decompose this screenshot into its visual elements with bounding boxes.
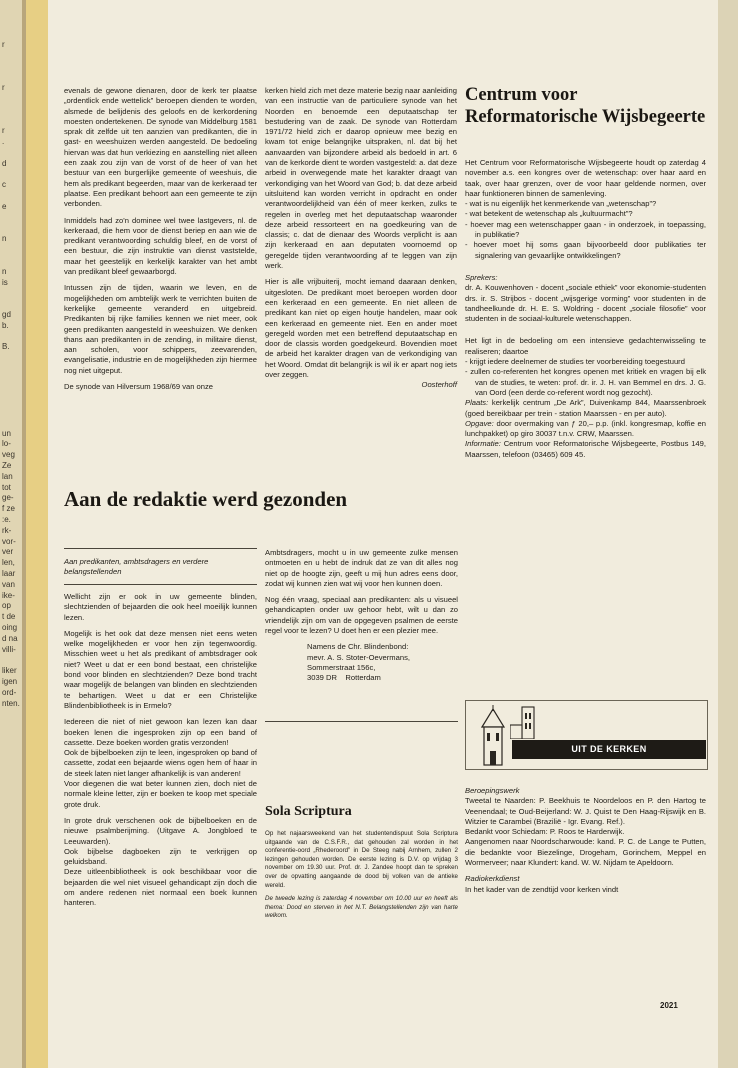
church-icon (478, 705, 508, 769)
label: Opgave: (465, 418, 494, 428)
paragraph: kerken hield zich met deze materie bezig naar aanleiding van een instructie van de particuliere synode van het Noorden en benoemde een deputaatschap ter bestudering van de zaak. De synode van Rotterdam 1971/72 hield zich er daarop opnieuw mee bezig en kwam tot enige belangrijke uitspraken, nl. dat bij het aanvaarden van bijzondere arbeid als bedoeld in art. 6 van de kerkorde dient te worden vastgesteld: a. dat deze arbeid in overwegende mate het karakter draagt van verkondiging van het Woord van God; b. dat deze arbeid uitsluitend kan worden verricht in opdracht en onder verantwoordelijkheid van één of meer kerken, zulks te regelen in overleg met het deputaatschap waaronder deze arbeid ressorteert en na goedkeuring van de classis; c. dat de dienaar des Woords verplicht is aan zijn kerkeraad en aan deputaten voornoemd op geregelde tijden verantwoording af te leggen van zijn werk. (265, 86, 457, 271)
paragraph: Het ligt in de bedoeling om een intensieve gedachtenwisseling te realiseren; daartoe (465, 336, 706, 356)
letter-salutation: Aan predikanten, ambtsdragers en verdere belangstellenden (64, 557, 209, 577)
section-label: Radiokerkdienst (465, 874, 520, 884)
paragraph: Hier is alle vrijbuiterij, mocht iemand daaraan denken, uitgesloten. De predikant moet beroepen worden door een kerkeraad en een gemeente. En niet alleen de predikant kan niet op eigen houtje handelen, maar ook een kerkeraad en gemeente niet. Een en ander moet geregeld worden met een betreffend deputaatschap en door de classis worden goedgekeurd. Bovendien moet de arbeid het karakter dragen van de verkondiging van het Woord. Omdat dit belangrijk is wil ik er apart nog iets over zeggen. (265, 277, 457, 380)
paragraph: Iedereen die niet of niet gewoon kan lezen kan daar boeken lenen die ingesproken zijn op een band of cassette. Deze boeken worden gratis verzonden! (64, 717, 257, 747)
address-line: Namens de Chr. Blindenbond: (307, 642, 409, 652)
centrum-headline: Centrum voor Reformatorische Wijsbegeerte (465, 85, 706, 127)
paragraph: Bedankt voor Schiedam: P. Roos te Harderwijk. (465, 827, 625, 837)
address-line: Sommerstraat 156c, (307, 662, 376, 672)
list-item: - wat betekent de wetenschap als „kultuurmacht”? (465, 209, 706, 219)
label: Informatie: (465, 439, 501, 449)
uit-de-kerken-band: UIT DE KERKEN (512, 740, 706, 759)
letter-headline: Aan de redaktie werd gezonden (64, 487, 348, 511)
divider (265, 721, 458, 722)
paragraph: Mogelijk is het ook dat deze mensen niet eens weten welke mogelijkheden er voor hen zijn tegenwoordig. Misschien weet u het als predikant of ambtsdrager ook niet? Weet u dat er een bond bestaat, een christelijke bond voor blinden en slechtzienden? Deze bond tracht waar mogelijk de belangen van blinden en slechtzienden te behartigen. Weet u dat er een Christelijke Blindenbibliotheek is in Ermelo? (64, 628, 257, 710)
paragraph: Inmiddels had zo'n dominee wel twee lastgevers, nl. de kerkeraad, die hem voor de dienst beriep en aan wie de predikant verantwoording schuldig bleef, en de vorst of een bestuur, die zijn instruktie van dienst vaststelde, maar het geestelijk en kerkelijk karakter van het ambt van predikant bleef gewaarborgd. (64, 215, 257, 277)
top-article-col2 (265, 86, 457, 391)
paragraph: Aangenomen naar Noordscharwoude: kand. P. C. de Lange te Putten, die bedankte voor Biezelinge, Drogeham, Gorinchem, Meppel en Wormerveer; naar Klundert: kand. W. W. Nijdam te Apeldoorn. (465, 837, 706, 868)
paragraph: De tweede lezing is zaterdag 4 november om 10.00 uur en heeft als thema: Dood en sterven in het N.T. Belangstellenden zijn van harte welkom. (265, 895, 458, 920)
paragraph: De synode van Hilversum 1968/69 van onze (64, 382, 214, 392)
top-article-col1 (64, 86, 257, 398)
letter-col1 (64, 592, 257, 915)
intent-list (465, 357, 706, 398)
speakers: dr. A. Kouwenhoven - docent „sociale ethiek” voor ekonomie-studenten drs. ir. S. Strijbos - docent „wijsgerige vorming” voor studenten in de tandheelkunde dr. H. E. S. Woldring - docent „sociale filosofie” voor studenten in de sociaal-kulturele wetenschappen. (465, 283, 706, 324)
page-number: 2021 (660, 1001, 678, 1010)
paragraph: Wellicht zijn er ook in uw gemeente blinden, slechtzienden of bejaarden die ook heel moeilijk kunnen lezen. (64, 592, 257, 622)
paragraph: Intussen zijn de tijden, waarin we leven, en de mogelijkheden om ambtelijk werk te verrichten buiten de kerkelijke gemeente veranderd en uitgebreid. Predikanten bij rijke families kennen we niet meer, ook geen predikanten aangesteld in weeshuizen. We denken thans aan predikanten in de zending, in militaire dienst, aan scholen, voor schippers, zeevarenden, evangelisatie, industrie en de mogelijkheden zijn hiermee nog niet uitgeput. (64, 283, 257, 375)
section-label: Beroepingswerk (465, 786, 520, 795)
address-line: mevr. A. S. Stoter-Oevermans, (307, 652, 410, 662)
list-item: - hoever mag een wetenschapper gaan - in onderzoek, in toepassing, in publikatie? (465, 220, 706, 241)
paragraph: In grote druk verschenen ook de bijbelboeken en de nieuwe psalmberijming. (Uitgave A. Jongbloed te Leeuwarden). (64, 815, 257, 846)
label: Plaats: (465, 398, 489, 408)
paragraph: Het Centrum voor Reformatorische Wijsbegeerte houdt op zaterdag 4 november a.s. een kongres over de wetenschap: over haar aard en taak, over haar grenzen, over de voor haar geldende normen, over haar funktioneren binnen de samenleving. (465, 158, 706, 198)
centrum-body (465, 158, 706, 460)
paragraph: In het kader van de zendtijd voor kerken vindt (465, 884, 619, 894)
paragraph: Ambtsdragers, mocht u in uw gemeente zulke mensen ontmoeten en u hebt de indruk dat ze van dit alles nog niet op de hoogte zijn, geeft u mij hun adres eens door, zodat wij kunnen zien wat wij voor hen kunnen doen. (265, 548, 458, 588)
sola-headline: Sola Scriptura (265, 804, 352, 819)
paragraph: Nog één vraag, speciaal aan predikanten: als u visueel gehandicapten onder uw gehoor hebt, wilt u dan zo vriendelijk zijn om van de opgegeven psalmen de eerste regel voor te lezen? U doet hen er een plezier mee. (265, 595, 458, 636)
paragraph: Voor diegenen die wat beter kunnen zien, doch niet de normale kleine letter, zijn er boeken te koop met speciale grote druk. (64, 779, 257, 809)
paragraph: evenals de gewone dienaren, door de kerk ter plaatse „ordentlick ende wettelick” beroepen dienden te worden, alsmede de belijdenis des geloofs en de kerkordening moesten ondertekenen. De synode van Middelburg 1581 sprak dit zelfde uit ten aanzien van predikanten, die in gast- en weeshuizen werden aangesteld. De bedoeling hiervan was dat hun verkiezing en aanstelling niet alleen een zaak zou zijn van de vorst of de heer of van het bestuur van een burgerlijke gemeente of weeshuis, die hem als predikant begeerden, maar van de kerkeraad ter plaatse. Een predikant behoort aan een gemeente te zijn verbonden. (64, 86, 257, 209)
tower-icon (510, 705, 546, 739)
paragraph: Op het najaarsweekend van het studentendispuut Sola Scriptura uitgaande van de C.S.F.R., dat gehouden zal worden in het conferentie-oord „Rhederoord” in De Steeg nabij Arnhem, zullen 2 lezingen gehouden worden. De eerste lezing is D.V. op vrijdag 3 november om 19.30 uur. Prof. dr. J. Zandee hoopt dan te spreken over de opvatting aangaande de dood bij volken van de antieke wereld. (265, 830, 458, 889)
kerken-body (465, 786, 706, 901)
paragraph: Tweetal te Naarden: P. Beekhuis te Noordeloos en P. den Hartog te Veenendaal; te Oud-Beijerland: W. J. Quist te Den Haag-Rijswijk en B. Witzier te Carambei (Brazilië - Igr. Evang. Ref.). (465, 796, 706, 826)
paragraph: Ook de bijbelboeken zijn te leen, ingesproken op band of cassette, zodat een bejaarde wiens ogen hem of haar in de steek laten niet langer afhankelijk is van anderen! (64, 748, 257, 778)
value: Centrum voor Reformatorische Wijsbegeerte, Postbus 149, Maarssen, telefoon (03465) 609 45. (465, 439, 706, 459)
sola-body (265, 830, 458, 927)
letter-address (307, 642, 458, 683)
address-line: 3039 DR Rotterdam (307, 673, 381, 683)
question-list (465, 199, 706, 261)
tape-margin (26, 0, 48, 1068)
paragraph: Deze uitleenbibliotheek is ook beschikbaar voor die bejaarden die wel niet visueel gehandicapt zijn doch die om andere redenen niet normaal een boek kunnen hanteren. (64, 867, 257, 908)
divider (64, 548, 257, 549)
value: kerkelijk centrum „De Ark”, Duivenkamp 844, Maarssenbroek (goed bereikbaar per trein - station Maarssen - en per auto). (465, 398, 706, 418)
list-item: - krijgt iedere deelnemer de studies ter voorbereiding toegestuurd (465, 357, 706, 367)
letter-col2 (265, 548, 458, 684)
list-item: - hoever moet hij soms gaan bijvoorbeeld door publikaties ter signalering van gevaarlijke ontwikkelingen? (465, 240, 706, 261)
signature: Oosterhoff (421, 380, 457, 390)
previous-page-strip (0, 0, 26, 1068)
speakers-label: Sprekers: (465, 272, 498, 282)
list-item: - zullen co-referenten het kongres openen met kritiek en vragen bij elk van de studies, te weten: prof. dr. ir. J. H. van Bemmel en drs. J. G. van Oord (een derde co-referent wordt nog gezocht). (465, 367, 706, 398)
value: door overmaking van ƒ 20,– p.p. (inkl. kongresmap, koffie en lunchpakket) op giro 30037 t.n.v. CRW, Maarssen. (465, 418, 706, 439)
paragraph: Ook bijbelse dagboeken zijn te verkrijgen op geluidsband. (64, 846, 257, 867)
previous-page-fragments: r r r . d c e n n is gd b. B. un lo- veg Ze lan tot ge- f ze :e. rk- vor- ver len, laar van ike- op t de oing d na villi- liker igen ord- nten. (2, 40, 20, 708)
divider (64, 584, 257, 585)
list-item: - wat is nu eigenlijk het kenmerkende van „wetenschap”? (465, 199, 706, 209)
page-edge (718, 0, 738, 1068)
